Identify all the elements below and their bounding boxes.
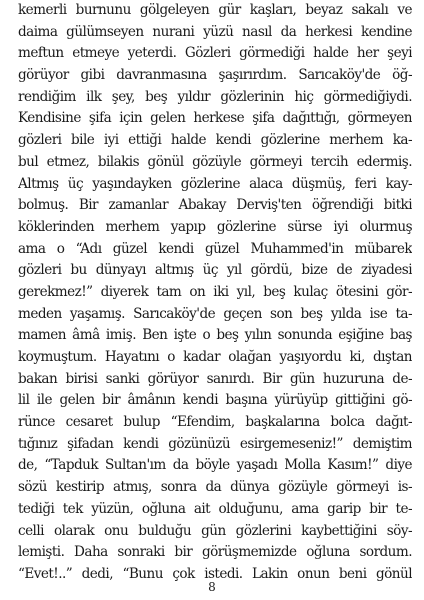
text-line: bakan birisi sanki görüyor sanırdı. Bir gün huzuruna de- [18, 370, 412, 387]
text-line: rünce cesaret bulup “Efendim, başkalarına bolca dağıt- [18, 414, 412, 431]
text-line: gözleri bu dünyayı altmış üç yıl gördü, bize de ziyadesi [18, 262, 412, 279]
text-line: görüyor gibi davranmasına şaşırırdım. Sarıcaköy'de öğ- [18, 67, 412, 84]
page-number: 8 [208, 580, 216, 594]
text-line: meden yaşamış. Sarıcaköy'de geçen son beş yılda ise ta- [18, 305, 412, 322]
text-line: de, “Tapduk Sultan'ım da böyle yaşadı Molla Kasım!” diye [18, 457, 412, 474]
text-line: lemişti. Daha sonraki bir görüşmemizde oğluna sordum. [18, 544, 412, 561]
text-line: “Evet!..” dedi, “Bunu çok istedi. Lakin onun beni gönül [18, 565, 412, 582]
text-line: sözü kestirip atmış, sonra da dünya gözüyle görmeyi is- [18, 479, 412, 496]
text-line: daima gülümseyen nurani yüzü nasıl da herkesi kendine [18, 23, 412, 40]
text-line: köklerinden merhem yapıp gözlerine sürse iyi olurmuş [18, 218, 412, 235]
text-line: lil ile gelen bir âmânın kendi başına yürüyüp gittiğini gö- [18, 392, 412, 409]
body-paragraph [18, 0, 412, 586]
text-line: tediği tek yüzün, oğluna ait olduğunu, ama garip bir te- [18, 500, 412, 517]
text-line: rendiğim ilk şey, beş yıldır gözlerinin hiç görmediğiydi. [18, 88, 412, 105]
text-line: bul etmez, bilakis gönül gözüyle görmeyi tercih edermiş. [18, 153, 412, 170]
text-line: gözleri bile iyi ettiği halde kendi gözlerine merhem ka- [18, 132, 412, 149]
text-line: bolmuş. Bir zamanlar Abakay Derviş'ten öğrendiği bitki [18, 197, 412, 214]
text-line: gerekmez!” diyerek tam on iki yıl, beş kulaç ötesini gör- [18, 283, 412, 300]
text-line: celli olarak onu bulduğu gün gözlerini kaybettiğini söy- [18, 522, 412, 539]
text-line: tığınız şifadan kendi gözünüzü esirgemeseniz!” demiştim [18, 435, 412, 452]
text-line: kemerli burnunu gölgeleyen gür kaşları, beyaz sakalı ve [18, 2, 412, 18]
text-line: mamen âmâ imiş. Ben işte o beş yılın sonunda eşiğine baş [18, 327, 412, 344]
text-line: ama o “Adı güzel kendi güzel Muhammed'in mübarek [18, 240, 412, 257]
text-line: meftun etmeye yeterdi. Gözleri görmediği halde her şeyi [18, 45, 412, 62]
text-line: koymuştum. Hayatını o kadar olağan yaşıyordu ki, dıştan [18, 349, 412, 365]
text-line: Altmış üç yaşındayken gözlerine alaca düşmüş, feri kay- [18, 175, 412, 192]
text-line: Kendisine şifa için gelen herkese şifa dağıttığı, görmeyen [18, 110, 412, 127]
